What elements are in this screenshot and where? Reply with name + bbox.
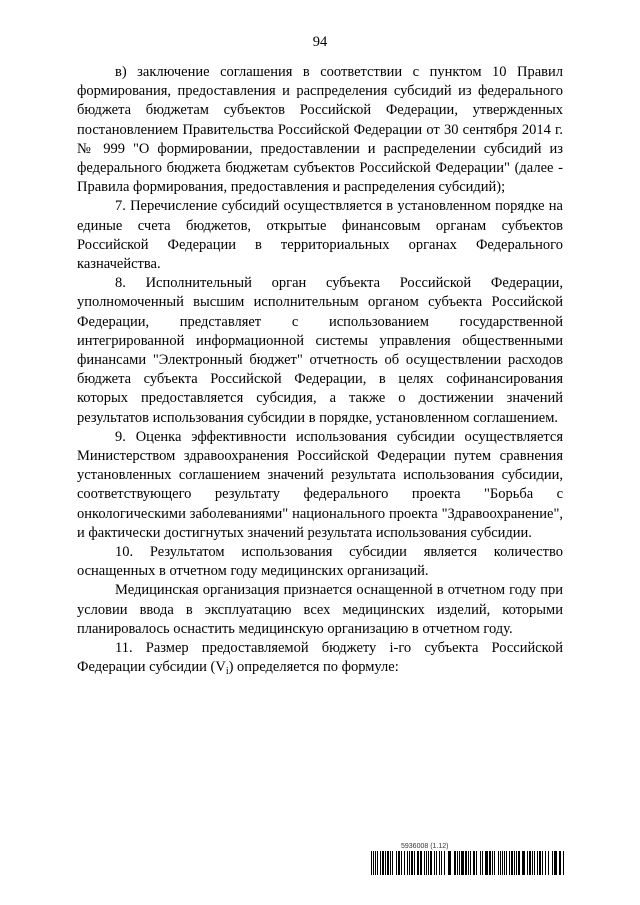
barcode-block bbox=[371, 843, 566, 875]
paragraph-text: 9. Оценка эффективности использования субсидии осуществляется Министерством здравоохранения Российской Федерации путем сравнения установленных соглашением значений результата использования субсидии, соответствующего результату федерального проекта "Борьба с онкологическими заболеваниями" национального проекта "Здравоохранение", и фактически достигнутых значений результата использования субсидии. bbox=[77, 428, 563, 541]
paragraph-medical-org bbox=[77, 581, 563, 639]
paragraph-text: ) определяется по формуле: bbox=[228, 659, 399, 676]
subscript-i: i bbox=[225, 666, 229, 678]
paragraph-8 bbox=[77, 274, 563, 428]
paragraph-text: 11. Размер предоставляемой бюджету i-го субъекта Российской Федерации субсидии (V bbox=[77, 640, 563, 676]
barcode-icon bbox=[371, 851, 566, 875]
paragraph-text: 7. Перечисление субсидий осуществляется в установленном порядке на единые счета бюджетов, открытые финансовым органам субъектов Российской Федерации в территориальных органах Федерального казначейства. bbox=[77, 198, 563, 273]
paragraph-7 bbox=[77, 197, 563, 274]
paragraph-text: 8. Исполнительный орган субъекта Российской Федерации, уполномоченный высшим исполнительным органом субъекта Российской Федерации, представляет с использованием государственной интегрированной информационной системы управления общественными финансами "Электронный бюджет" отчетность об осуществлении расходов бюджета субъекта Российской Федерации, в целях софинансирования которых предоставляется субсидия, а также о достижении значений результатов использования субсидии в порядке, установленном соглашением. bbox=[77, 275, 563, 426]
paragraph-10 bbox=[77, 543, 563, 581]
barcode-label: 5936008 (1.12) bbox=[401, 843, 449, 850]
paragraph-9 bbox=[77, 428, 563, 543]
paragraph-text: Медицинская организация признается оснащенной в отчетном году при условии ввода в эксплуатацию всех медицинских изделий, которыми планировалось оснастить медицинскую организацию в отчетном году. bbox=[77, 582, 563, 637]
page-number: 94 bbox=[312, 34, 328, 50]
paragraph-text: в) заключение соглашения в соответствии с пунктом 10 Правил формирования, предоставления и распределения субсидий из федерального бюджета бюджетам субъектов Российской Федерации, утвержденных постановлением Правительства Российской Федерации от 30 сентября 2014 г. № 999 "О формировании, предоставлении и распределении субсидий из федерального бюджета бюджетам субъектов Российской Федерации" (далее - Правила формирования, предоставления и распределения субсидий); bbox=[77, 64, 563, 196]
paragraph-clause-v bbox=[77, 63, 563, 197]
document-body bbox=[77, 63, 563, 678]
paragraph-text: 10. Результатом использования субсидии является количество оснащенных в отчетном году медицинских организаций. bbox=[77, 544, 563, 580]
paragraph-11 bbox=[77, 639, 563, 677]
